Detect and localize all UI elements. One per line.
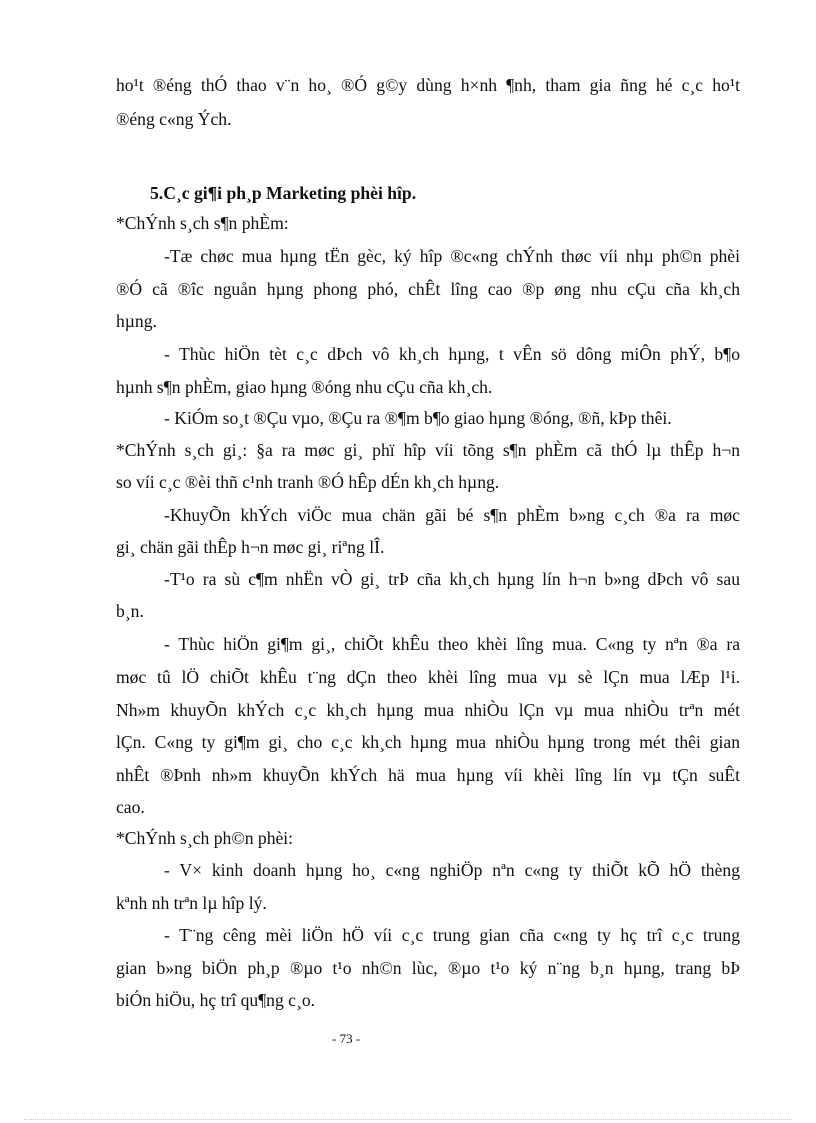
body-line: hµng.: [116, 311, 157, 331]
body-line: ho¹t ®éng thÓ thao v¨n ho¸ ®Ó g©y dùng h×nh ¶nh, tham gia ñng hé c¸c ho¹t: [116, 75, 740, 95]
body-line: lÇn. C«ng ty gi¶m gi¸ cho c¸c kh¸ch hµng mua nhiÒu hµng trong mét thêi gian: [116, 732, 740, 752]
body-line: -T¹o ra sù c¶m nhËn vÒ gi¸ trÞ cña kh¸ch hµng lín h¬n b»ng dÞch vô sau: [164, 569, 740, 589]
body-line: - T¨ng cêng mèi liÖn hÖ víi c¸c trung gian cña c«ng ty hç trî c¸c trung: [164, 925, 740, 945]
body-line: gi¸ chän gãi thÊp h¬n møc gi¸ riªng lÎ.: [116, 537, 385, 557]
policy-heading-product: *ChÝnh s¸ch s¶n phÈm:: [116, 213, 289, 233]
body-line: møc tû lÖ chiÕt khÊu t¨ng dÇn theo khèi lîng mua vµ sè lÇn mua lÆp l¹i.: [116, 667, 740, 687]
body-line: -KhuyÕn khÝch viÖc mua chän gãi bé s¶n phÈm b»ng c¸ch ®a ra møc: [164, 505, 740, 525]
body-line: gian b»ng biÖn ph¸p ®µo t¹o nh©n lùc, ®µo t¹o ký n¨ng b¸n hµng, trang bÞ: [116, 958, 740, 978]
body-line: hµnh s¶n phÈm, giao hµng ®óng nhu cÇu cña kh¸ch.: [116, 377, 493, 397]
policy-heading-distribution: *ChÝnh s¸ch ph©n phèi:: [116, 828, 294, 848]
body-line: cao.: [116, 797, 145, 817]
footer-divider: [24, 1119, 792, 1120]
body-line: so víi c¸c ®èi thñ c¹nh tranh ®Ó hÊp dÉn kh¸ch hµng.: [116, 472, 500, 492]
body-line: - Thùc hiÖn tèt c¸c dÞch vô kh¸ch hµng, t vÊn sö dông miÔn phÝ, b¶o: [164, 344, 740, 364]
body-line: - V× kinh doanh hµng ho¸ c«ng nghiÖp nªn c«ng ty thiÕt kÕ hÖ thèng: [164, 860, 740, 880]
policy-heading-price: *ChÝnh s¸ch gi¸: §a ra møc gi¸ phï hîp víi tõng s¶n phÈm cã thÓ lµ thÊp h¬n: [116, 440, 740, 460]
body-line: -Tæ chøc mua hµng tËn gèc, ký hîp ®c«ng chÝnh thøc víi nhµ ph©n phèi: [164, 246, 740, 266]
body-line: nhÊt ®Þnh nh»m khuyÕn khÝch hä mua hµng víi khèi lîng lín vµ tÇn suÊt: [116, 765, 740, 785]
section-heading: 5.C¸c gi¶i ph¸p Marketing phèi hîp.: [150, 183, 417, 203]
body-line: b¸n.: [116, 601, 144, 621]
page-number: - 73 -: [332, 1031, 361, 1046]
body-line: biÓn hiÖu, hç trî qu¶ng c¸o.: [116, 990, 316, 1010]
body-line: Nh»m khuyÕn khÝch c¸c kh¸ch hµng mua nhiÒu lÇn vµ mua nhiÒu trªn mét: [116, 700, 740, 720]
body-line: ®Ó cã ®îc nguån hµng phong phó, chÊt lîng cao ®p øng nhu cÇu cña kh¸ch: [116, 279, 740, 299]
body-line: kªnh nh trªn lµ hîp lý.: [116, 893, 267, 913]
body-line: ®éng c«ng Ých.: [116, 109, 232, 129]
body-line: - Thùc hiÖn gi¶m gi¸, chiÕt khÊu theo khèi lîng mua. C«ng ty nªn ®a ra: [164, 634, 740, 654]
body-line: - KiÓm so¸t ®Çu vµo, ®Çu ra ®¶m b¶o giao hµng ®óng, ®ñ, kÞp thêi.: [164, 408, 672, 428]
